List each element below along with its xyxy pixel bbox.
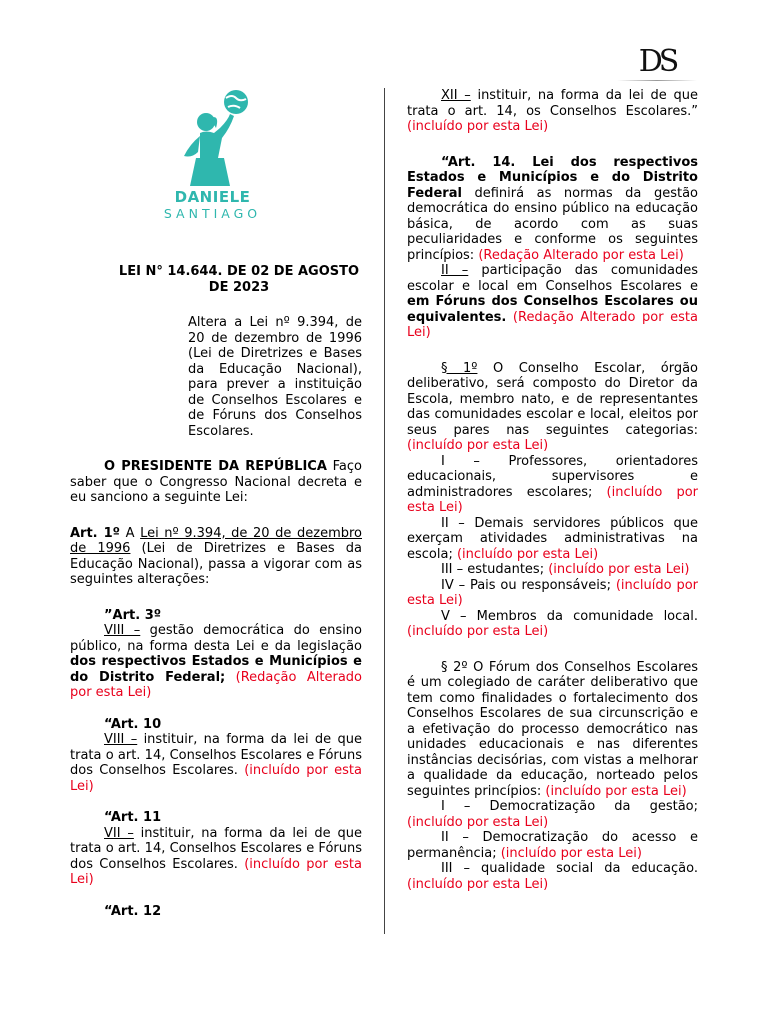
p2-iii-text: III – qualidade social da educação. [441, 861, 698, 876]
right-column [407, 88, 698, 892]
p1-iii-note: (incluído por esta Lei) [544, 562, 690, 577]
ii-number: II – [441, 263, 469, 278]
paragraph-1-item-iv [407, 578, 698, 609]
p1-i-note: (incluído por esta Lei) [407, 484, 698, 515]
xii-text: instituir, na forma da lei de que trata o art. 14, os Conselhos Escolares.” [407, 88, 698, 119]
art-14-item-ii [407, 263, 698, 341]
monogram-logo [617, 44, 697, 84]
p1-ii-note: (incluído por esta Lei) [452, 546, 599, 562]
logo-name-first: DANIELE [174, 188, 251, 206]
monogram-rule [617, 80, 697, 81]
p1-iv-text: IV – Pais ou responsáveis; [441, 577, 611, 593]
art-11-indent [70, 826, 104, 841]
p1-v-note: (incluído por esta Lei) [407, 624, 549, 639]
p2-i-note: (incluído por esta Lei) [407, 814, 549, 830]
woman-globe-icon [170, 88, 256, 186]
xii-number: XII – [441, 88, 471, 103]
paragraph-2-note: (incluído por esta Lei) [541, 783, 687, 799]
art-3-note: (Redação Alterado por esta Lei) [70, 669, 362, 700]
paragraph-1-note: (incluído por esta Lei) [407, 438, 549, 453]
art-12-item-xii [407, 88, 698, 135]
paragraph-2-item-i [407, 799, 698, 830]
art-10-item-text: instituir, na forma da lei de que trata o art. 14, Conselhos Escolares e Fóruns dos Conselhos Escolares. [70, 732, 362, 778]
xii-indent [407, 88, 441, 103]
ii-bold: em Fóruns dos Conselhos Escolares ou equivalentes. [407, 294, 698, 325]
paragraph-1-item-i [407, 454, 698, 516]
art-10-heading [70, 717, 362, 733]
art-10-note: (incluído por esta Lei) [70, 763, 362, 794]
xii-note: (incluído por esta Lei) [407, 119, 549, 134]
p2-i-text: I – Democratização da gestão; [441, 799, 698, 814]
p2-ii-note: (incluído por esta Lei) [496, 845, 642, 861]
article-1 [70, 526, 362, 588]
law-9394-link[interactable]: Lei nº 9.394, de 20 de dezembro de 1996 [70, 525, 362, 556]
art-3-heading-text: ”Art. 3º [104, 607, 162, 623]
art-12-heading [70, 904, 362, 920]
art-3-item-number: VIII – [104, 623, 141, 638]
monogram-letters: DS [638, 44, 676, 79]
art-11-heading-text: “Art. 11 [104, 810, 162, 825]
ii-note: (Redação Alterado por esta Lei) [407, 309, 698, 340]
art-11-heading [70, 810, 362, 826]
art-3-item-bold: dos respectivos Estados e Municípios e do Distrito Federal; [70, 654, 362, 685]
paragraph-2-item-ii [407, 830, 698, 861]
art-10-item-viii [70, 732, 362, 794]
p2-iii-note: (incluído por esta Lei) [407, 876, 549, 892]
p1-iii-text: III – estudantes; [441, 562, 545, 577]
art-10-item-number: VIII – [104, 732, 138, 747]
ii-indent [407, 263, 441, 278]
art-11-item-number: VII – [104, 825, 134, 841]
article-1-pre: A [120, 525, 141, 541]
p1-v-text: V – Membros da comunidade local. [441, 608, 698, 624]
art-11-item-text: instituir, na forma da lei de que trata o art. 14, Conselhos Escolares e Fóruns dos Conselhos Escolares. [70, 825, 362, 872]
art-14 [407, 155, 698, 264]
p1-i-text: I – Professores, orientadores educacionais, supervisores e administradores escolares; [407, 453, 698, 500]
daniele-santiago-logo [150, 88, 275, 246]
preamble-text: Faço saber que o Congresso Nacional decreta e eu sanciono a seguinte Lei: [70, 459, 362, 505]
p2-ii-text: II – Democratização do acesso e permanência; [407, 830, 698, 861]
art-10-heading-text: “Art. 10 [104, 716, 162, 732]
art-3-item-viii [70, 623, 362, 701]
paragraph-1 [407, 361, 698, 454]
column-divider [384, 88, 385, 934]
art-10-indent [70, 732, 104, 747]
p1-ii-text: II – Demais servidores públicos que exerçam atividades administrativas na escola; [407, 515, 698, 562]
article-1-label: Art. 1º [70, 525, 120, 541]
art-11-item-vii [70, 826, 362, 888]
paragraph-2-item-iii [407, 861, 698, 892]
law-title: LEI N° 14.644. DE 02 DE AGOSTO DE 2023 [118, 264, 360, 295]
paragraph-1-number: § 1º [441, 360, 478, 376]
law-ementa: Altera a Lei nº 9.394, de 20 de dezembro de 1996 (Lei de Diretrizes e Bases da Educação Nacional), para prever a instituição de Conselhos Escolares e de Fóruns dos Conselhos Escolares. [188, 315, 362, 439]
art-11-note: (incluído por esta Lei) [70, 856, 362, 887]
preamble-president: O PRESIDENTE DA REPÚBLICA [104, 459, 327, 474]
art-14-heading: “Art. 14. Lei dos respectivos Estados e Municípios e do Distrito Federal [407, 154, 698, 201]
paragraph-1-item-ii [407, 516, 698, 563]
paragraph-2-text: § 2º O Fórum dos Conselhos Escolares é um colegiado de caráter deliberativo que tem como finalidades o fortalecimento dos Conselhos Escolares de sua circunscrição e a efetivação do processo democrático nas unidades educacionais e nas diferentes instâncias decisórias, com vistas a melhorar a qualidade da educação, norteado pelos seguintes princípios: [407, 659, 698, 799]
left-column [70, 264, 362, 919]
paragraph-2 [407, 660, 698, 800]
art-12-heading-text: “Art. 12 [104, 903, 162, 919]
article-1-text: (Lei de Diretrizes e Bases da Educação Nacional), passa a vigorar com as seguintes alterações: [70, 541, 363, 587]
art-14-note: (Redação Alterado por esta Lei) [474, 247, 684, 263]
art-3-indent [70, 623, 104, 638]
paragraph-1-text: O Conselho Escolar, órgão deliberativo, será composto do Diretor da Escola, membro nato, e de representantes das comunidades escolar e local, eleitos por seus pares nas seguintes categorias: [407, 360, 699, 438]
art-3-heading [70, 608, 362, 624]
logo-name-last: SANTIAGO [163, 206, 262, 221]
art-3-item-text: gestão democrática do ensino público, na forma desta Lei e da legislação [70, 623, 362, 654]
ii-text: participação das comunidades escolar e local em Conselhos Escolares e [407, 263, 698, 294]
paragraph-1-item-iii [407, 562, 698, 578]
paragraph-1-item-v [407, 609, 698, 640]
p1-iv-note: (incluído por esta Lei) [407, 577, 698, 608]
preamble [70, 459, 362, 506]
art-14-text: definirá as normas da gestão democrática do ensino público na educação básica, de acordo com as suas peculiaridades e conforme os seguintes princípios: [407, 185, 698, 263]
